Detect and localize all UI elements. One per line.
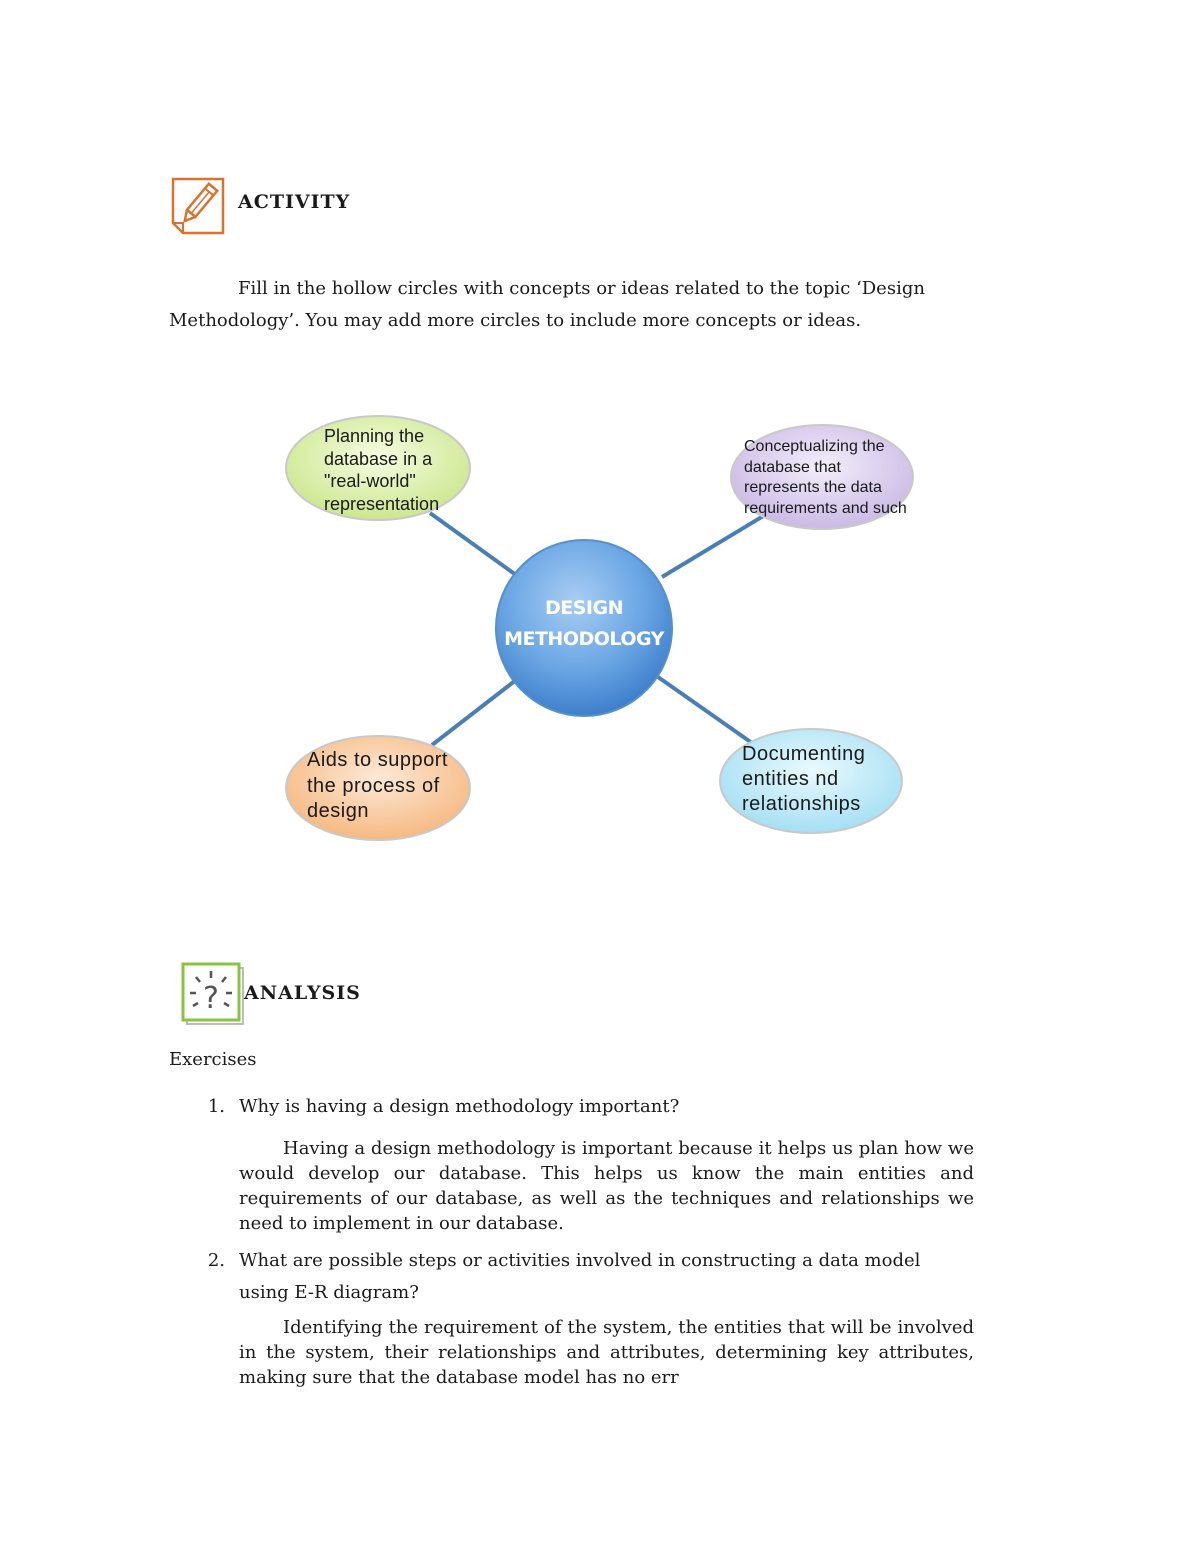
question-number: 1. xyxy=(207,1096,225,1117)
bubble-line: Planning the xyxy=(324,426,425,446)
bubble-conceptualizing-text xyxy=(744,437,907,519)
connector-top-left xyxy=(430,513,516,575)
question-text: What are possible steps or activities involved in constructing a data model using E-R diagram? xyxy=(239,1250,921,1303)
bubble-line: Documenting xyxy=(742,743,866,765)
question-item xyxy=(207,1091,974,1236)
connector-bottom-left xyxy=(432,680,516,745)
bubble-line: entities nd xyxy=(742,768,839,790)
activity-instructions: Fill in the hollow circles with concepts or ideas related to the topic ‘Design Methodology’. You may add more circles to include more concepts or ideas. xyxy=(169,278,925,331)
connector-bottom-right xyxy=(658,677,752,743)
center-label-line1: DESIGN xyxy=(544,597,623,619)
bubble-line: design xyxy=(307,800,369,822)
bubble-line: representation xyxy=(324,493,440,514)
question-number: 2. xyxy=(207,1250,225,1271)
bubble-aids-text xyxy=(307,748,448,825)
bubble-line: the process of xyxy=(307,774,440,797)
bubble-line: "real-world" xyxy=(324,471,416,491)
bubble-line: requirements and such xyxy=(744,499,907,517)
connector-top-right xyxy=(662,515,765,577)
analysis-title: ANALYSIS xyxy=(244,982,361,1004)
question-text: Why is having a design methodology important? xyxy=(239,1096,680,1117)
bubble-line: represents the data xyxy=(744,479,882,496)
bubble-line: Conceptualizing the xyxy=(744,438,885,455)
activity-icon xyxy=(170,176,226,236)
svg-text:?: ? xyxy=(203,981,219,1016)
answer-text: Having a design methodology is important because it helps us plan how we would develop our database. This helps us know the main entities and requirements of our database, as well as the techniques and relationships we need to implement in our database. xyxy=(239,1138,974,1234)
bubble-planning-text xyxy=(324,425,439,515)
answer-text: Identifying the requirement of the system, the entities that will be involved in the system, their relationships and attributes, determining key attributes, making sure that the database model has no err xyxy=(239,1317,974,1388)
analysis-icon xyxy=(181,962,245,1026)
question-item xyxy=(207,1245,974,1390)
bubble-line: Aids to support xyxy=(307,749,448,771)
bubble-documenting-text xyxy=(742,742,865,817)
analysis-subtitle: Exercises xyxy=(169,1049,257,1070)
activity-title: ACTIVITY xyxy=(238,191,351,213)
center-label-line2: METHODOLOGY xyxy=(504,628,664,650)
center-label xyxy=(496,593,672,655)
bubble-line: relationships xyxy=(742,793,861,815)
bubble-line: database that xyxy=(744,458,841,476)
bubble-line: database in a xyxy=(324,448,433,469)
mindmap-diagram xyxy=(270,405,930,855)
